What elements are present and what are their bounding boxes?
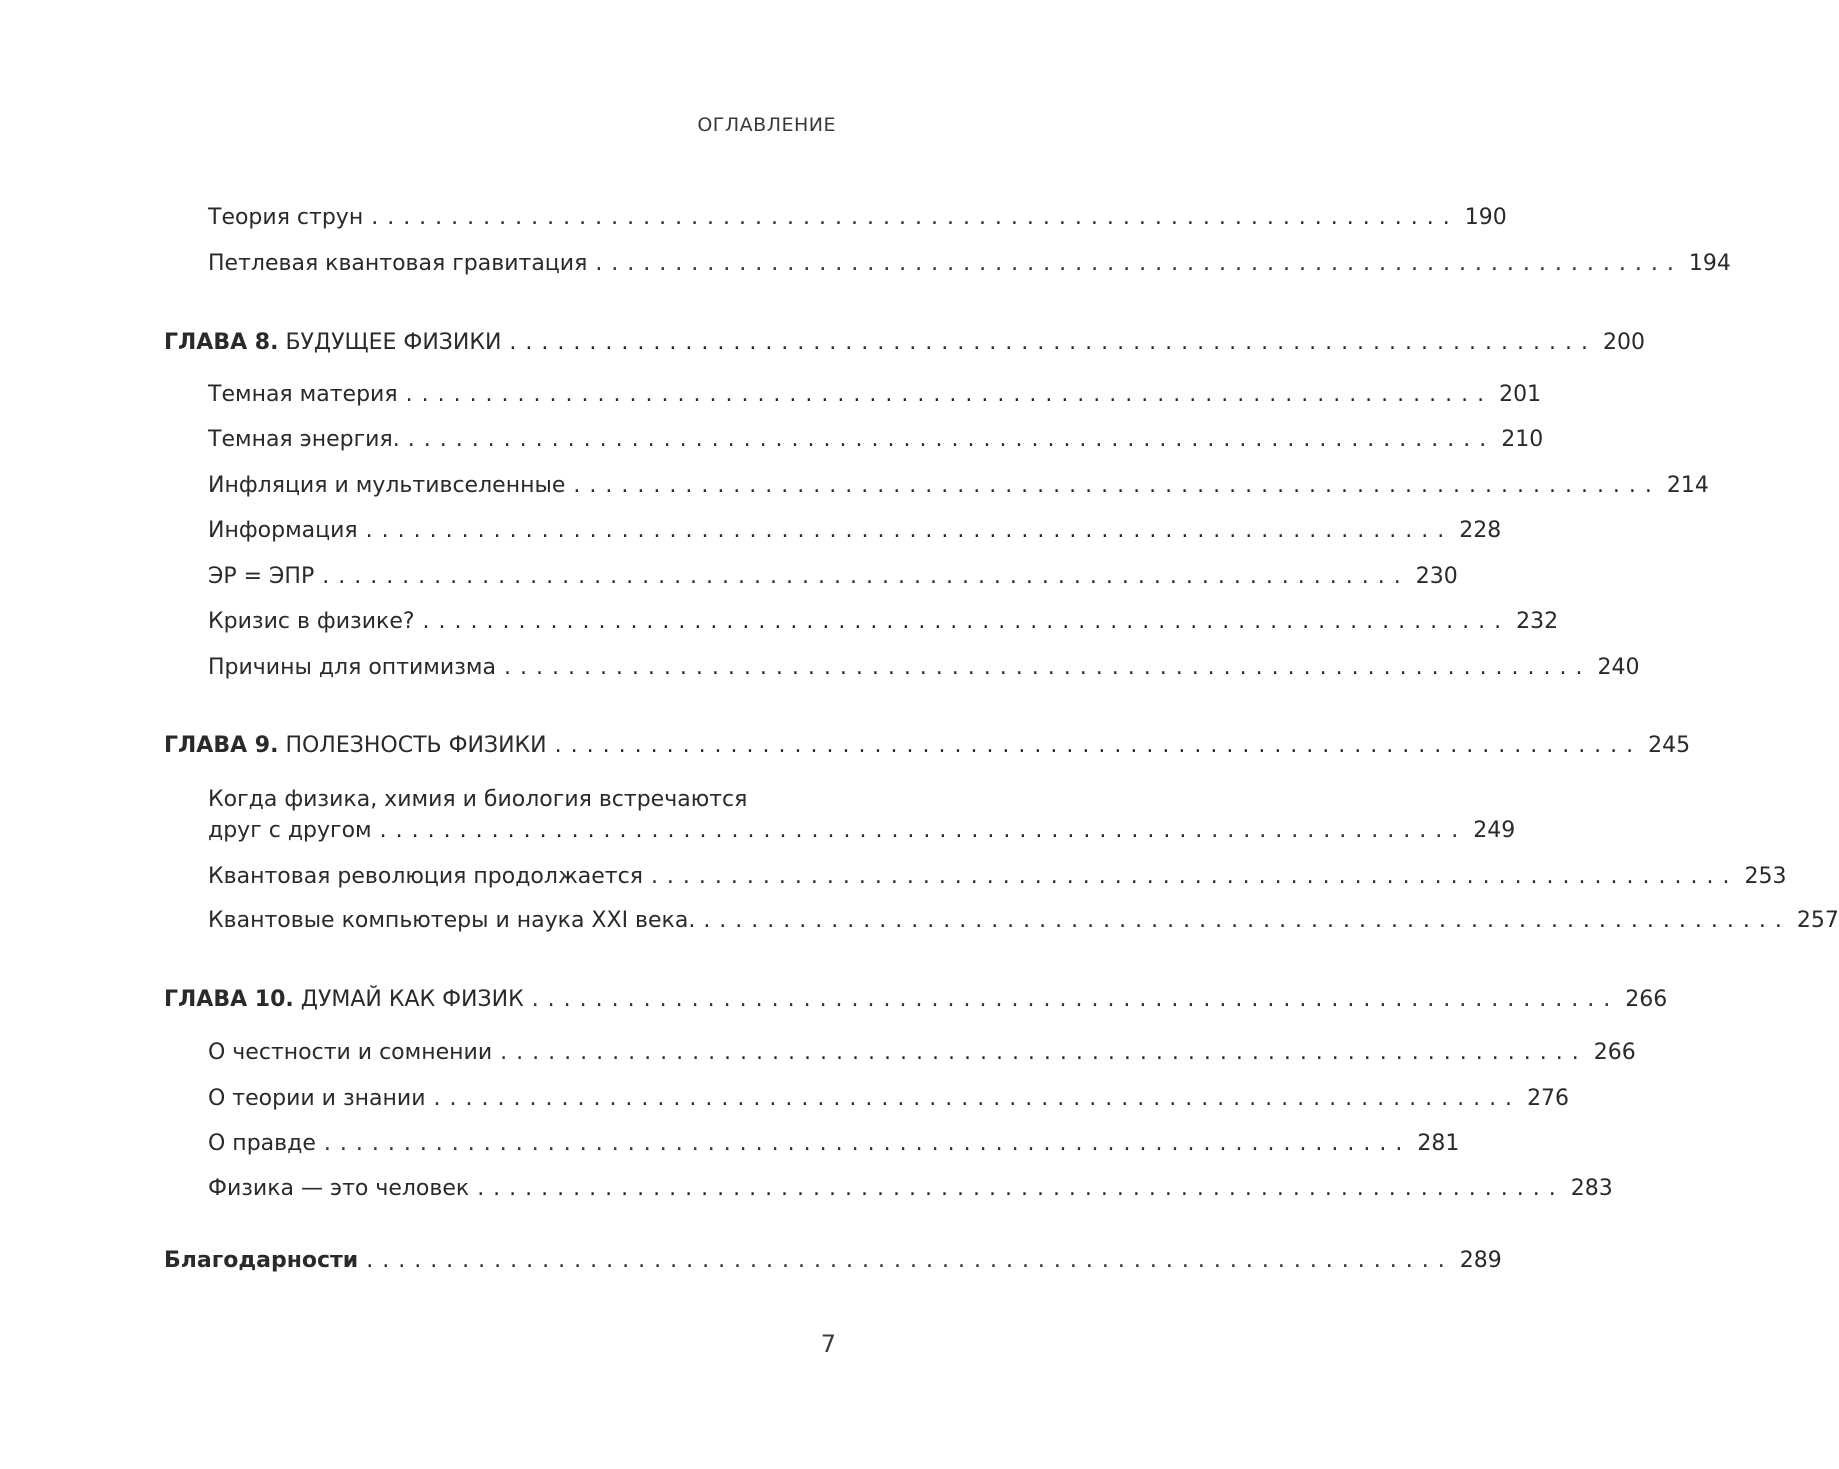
page-number: 7 [820,1330,836,1358]
toc-entry-page: 245 [1648,733,1691,758]
toc-entry[interactable] [208,906,1839,936]
leader-dots: .................................................................... [365,518,1454,543]
toc-entry-page: 276 [1527,1086,1570,1111]
leader-dots: .................................................................... [650,864,1739,889]
leader-dots: .................................................................... [407,427,1496,452]
leader-dots: .................................................................... [366,1248,1454,1273]
leader-dots: .................................................................... [554,733,1643,758]
leader-dots: .................................................................... [531,987,1620,1012]
toc-entry-title: Петлевая квантовая гравитация [208,251,588,276]
toc-entry-page: 230 [1415,564,1458,589]
toc-entry-page: 232 [1516,609,1559,634]
toc-entry-title: Причины для оптимизма [208,655,496,680]
toc-entry-page: 228 [1459,518,1502,543]
toc-entry-title: О теории и знании [208,1086,426,1111]
toc-entry-page: 190 [1464,205,1507,230]
chapter-name: ПОЛЕЗНОСТЬ ФИЗИКИ [285,733,547,758]
toc-entry[interactable] [208,203,1507,233]
toc-entry-title: Квантовые компьютеры и наука XXI века. [208,908,696,933]
toc-chapter-entry[interactable] [164,731,1691,761]
toc-entry-title: О правде [208,1131,316,1156]
leader-dots: .................................................................... [509,330,1597,355]
toc-entry-title-line1: Когда физика, химия и биология встречаются [208,787,748,812]
toc-entry[interactable] [208,380,1542,410]
toc-entry-page: 240 [1597,655,1640,680]
toc-entry-title: ЭР = ЭПР [208,564,315,589]
chapter-prefix: ГЛАВА 10. [164,987,294,1012]
toc-entry[interactable] [208,425,1544,455]
toc-entry-title: Темная энергия. [208,427,400,452]
chapter-prefix: ГЛАВА 9. [164,733,279,758]
toc-entry[interactable] [208,1038,1636,1068]
toc-chapter-title [164,328,501,358]
toc-entry-page: 194 [1688,251,1731,276]
leader-dots: .................................................................... [573,473,1661,498]
toc-entry-page: 266 [1625,987,1668,1012]
toc-entry-page: 283 [1570,1176,1613,1201]
leader-dots: .................................................................... [371,205,1459,230]
leader-dots: .................................................................... [322,564,1410,589]
toc-entry-page: 266 [1593,1040,1636,1065]
leader-dots: .................................................................... [323,1131,1412,1156]
leader-dots: .................................................................... [500,1040,1588,1065]
leader-dots: .................................................................... [405,382,1494,407]
toc-entry-page: 214 [1666,473,1709,498]
toc-chapter-title [164,985,524,1015]
toc-entry[interactable] [208,471,1709,501]
toc-entry-acknowledgements[interactable] [164,1246,1502,1276]
leader-dots: .................................................................... [703,908,1791,933]
toc-entry[interactable] [208,562,1458,592]
toc-entry-page: 289 [1459,1248,1502,1273]
toc-entry[interactable] [208,607,1559,637]
leader-dots: .................................................................... [379,818,1468,843]
toc-entry-title: Физика — это человек [208,1176,470,1201]
toc-chapter-title [164,731,547,761]
toc-entry-title: Инфляция и мультивселенные [208,473,566,498]
toc-entry-page: 253 [1744,864,1787,889]
toc-entry[interactable] [208,1084,1570,1114]
toc-chapter-entry[interactable] [164,985,1668,1015]
toc-entry-page: 200 [1602,330,1645,355]
toc-entry-title: Кризис в физике? [208,609,415,634]
toc-entry[interactable] [208,1129,1460,1159]
chapter-name: БУДУЩЕЕ ФИЗИКИ [285,330,502,355]
toc-entry-title: друг с другом [208,818,372,843]
toc-entry-title: Темная материя [208,382,398,407]
toc-entry[interactable] [208,816,1516,846]
leader-dots: .................................................................... [433,1086,1522,1111]
toc-entry-title: Информация [208,518,358,543]
running-head: ОГЛАВЛЕНИЕ [697,114,836,136]
leader-dots: .................................................................... [477,1176,1565,1201]
toc-entry-page: 257 [1796,908,1839,933]
toc-entry-page: 201 [1499,382,1542,407]
toc-entry-title: О честности и сомнении [208,1040,493,1065]
leader-dots: .................................................................... [422,609,1511,634]
chapter-prefix: ГЛАВА 8. [164,330,279,355]
toc-chapter-entry[interactable] [164,328,1645,358]
leader-dots: .................................................................... [503,655,1592,680]
toc-entry-page: 249 [1473,818,1516,843]
toc-entry-title: Благодарности [164,1248,359,1273]
toc-entry[interactable] [208,516,1502,546]
chapter-name: ДУМАЙ КАК ФИЗИК [300,987,524,1012]
toc-entry-page: 281 [1417,1131,1460,1156]
toc-entry[interactable] [208,653,1640,683]
toc-entry-page: 210 [1501,427,1544,452]
toc-entry[interactable] [208,249,1731,279]
leader-dots: .................................................................... [595,251,1683,276]
toc-entry-title: Теория струн [208,205,364,230]
toc-entry-title: Квантовая революция продолжается [208,864,643,889]
toc-entry[interactable] [208,862,1787,892]
toc-entry[interactable] [208,1174,1613,1204]
